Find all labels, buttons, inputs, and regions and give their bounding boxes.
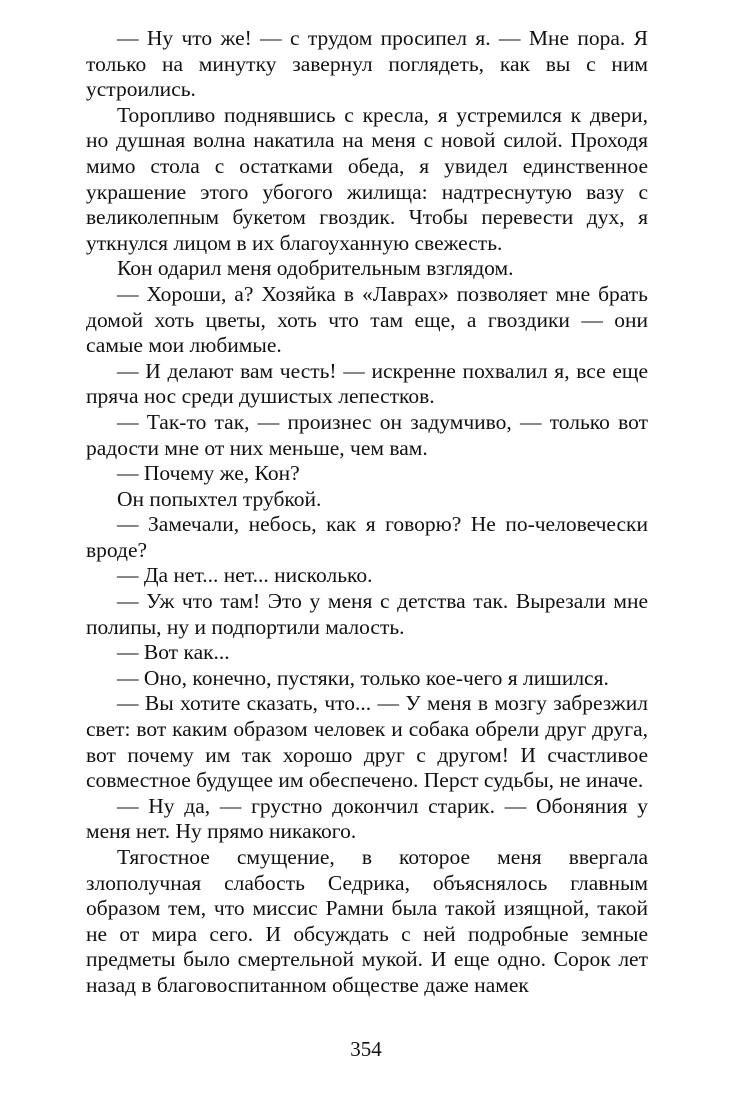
paragraph-8: Он попыхтел трубкой.	[117, 486, 322, 511]
paragraph-15: — Ну да, — грустно докончил старик. — Обоняния у меня нет. Ну прямо никакого.	[86, 793, 648, 844]
paragraph-1: — Ну что же! — с трудом просипел я. — Мне пора. Я только на минутку завернул поглядеть, как вы с ним устроились.	[86, 26, 648, 102]
paragraph-11: — Уж что там! Это у меня с детства так. Вырезали мне полипы, ну и подпортили малость.	[86, 589, 648, 639]
paragraph-13: — Оно, конечно, пустяки, только кое-чего я лишился.	[117, 665, 609, 690]
page-text	[86, 26, 648, 999]
paragraph-5: — И делают вам честь! — искренне похвалил я, все еще пряча нос среди душистых лепестков.	[86, 358, 648, 409]
page-number: 354	[350, 1037, 382, 1061]
paragraph-7: — Почему же, Кон?	[117, 461, 300, 486]
paragraph-16: Тягостное смущение, в которое меня ввергала злополучная слабость Седрика, объяснялось главным образом тем, что миссис Рамни была такой изящной, такой не от мира сего. И обсуждать с ней подробные земные предметы было смертельной мукой. И еще одно. Сорок лет назад в благовоспитанном обществе даже намек	[86, 845, 648, 997]
paragraph-10: — Да нет... нет... нисколько.	[117, 563, 373, 588]
paragraph-14: — Вы хотите сказать, что... — У меня в мозгу забрезжил свет: вот каким образом человек и собака обрели друг друга, вот почему им так хорошо друг с другом! И счастливое совместное будущее им обеспечено. Перст судьбы, не иначе.	[86, 691, 648, 793]
paragraph-3: Кон одарил меня одобрительным взглядом.	[117, 256, 514, 281]
paragraph-9: — Замечали, небось, как я говорю? Не по-человечески вроде?	[86, 512, 648, 562]
paragraph-4: — Хороши, а? Хозяйка в «Лаврах» позволяет мне брать домой хоть цветы, хоть что там еще, а гвоздики — они самые мои любимые.	[86, 281, 648, 358]
paragraph-6: — Так-то так, — произнес он задумчиво, — только вот радости мне от них меньше, чем вам.	[86, 409, 648, 460]
paragraph-12: — Вот как...	[117, 640, 230, 665]
paragraph-2: Торопливо поднявшись с кресла, я устремился к двери, но душная волна накатила на меня с новой силой. Проходя мимо стола с остатками обеда, я увидел единственное украшение этого убогого жилища: надтреснутую вазу с великолепным букетом гвоздик. Чтобы перевести дух, я уткнулся лицом в их благоуханную свежесть.	[86, 102, 648, 255]
